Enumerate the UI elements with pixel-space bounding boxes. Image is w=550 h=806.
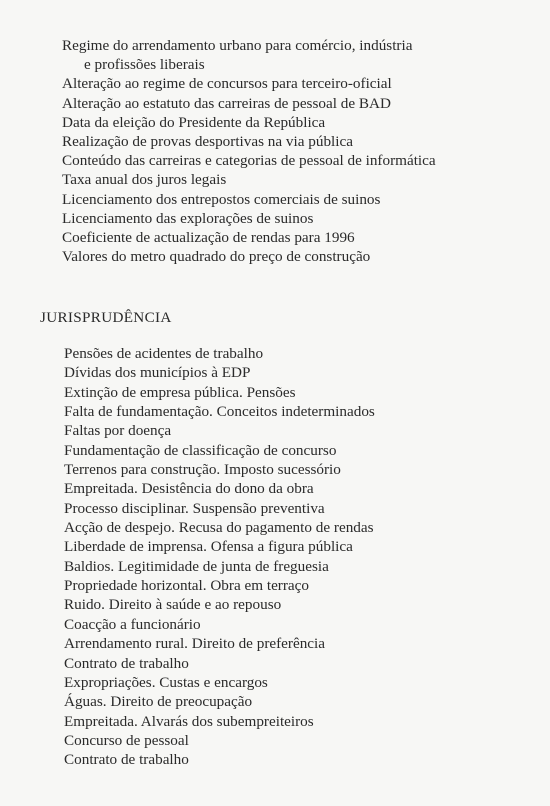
jurisprudence-item: Fundamentação de classificação de concurso xyxy=(64,441,337,459)
jurisprudence-item: Ruido. Direito à saúde e ao repouso xyxy=(64,596,282,614)
jurisprudence-item: Pensões de acidentes de trabalho xyxy=(64,345,264,362)
jurisprudence-item: Propriedade horizontal. Obra em terraço xyxy=(64,577,310,595)
jurisprudence-item: Contrato de trabalho xyxy=(64,751,189,769)
legislation-item: Licenciamento das explorações de suinos xyxy=(62,209,314,227)
jurisprudence-item: Empreitada. Alvarás dos subempreiteiros xyxy=(64,712,314,730)
jurisprudence-item: Extinção de empresa pública. Pensões xyxy=(64,383,296,401)
jurisprudence-item: Dívidas dos municípios à EDP xyxy=(64,364,251,382)
legislation-item: Alteração ao regime de concursos para terceiro-oficial xyxy=(62,75,392,93)
legislation-item: Licenciamento dos entrepostos comerciais de suinos xyxy=(62,190,381,208)
legislation-item-continuation: e profissões liberais xyxy=(84,56,205,74)
jurisprudence-item: Liberdade de imprensa. Ofensa a figura pública xyxy=(64,538,353,556)
jurisprudence-item: Expropriações. Custas e encargos xyxy=(64,673,268,691)
jurisprudence-item: Concurso de pessoal xyxy=(64,731,189,749)
legislation-item: Coeficiente de actualização de rendas para 1996 xyxy=(62,229,355,247)
legislation-item-text: Regime do arrendamento urbano para comércio, indústria xyxy=(62,37,413,54)
jurisprudence-list xyxy=(64,344,524,770)
legislation-item: Alteração ao estatuto das carreiras de pessoal de BAD xyxy=(62,94,391,112)
legislation-item: Realização de provas desportivas na via pública xyxy=(62,133,353,151)
jurisprudence-item: Falta de fundamentação. Conceitos indeterminados xyxy=(64,403,375,421)
jurisprudence-item: Acção de despejo. Recusa do pagamento de rendas xyxy=(64,519,374,537)
jurisprudence-item: Contrato de trabalho xyxy=(64,654,189,672)
jurisprudence-item: Empreitada. Desistência do dono da obra xyxy=(64,480,314,498)
legislation-item xyxy=(62,36,532,74)
jurisprudence-item: Faltas por doença xyxy=(64,422,172,440)
legislation-item: Data da eleição do Presidente da República xyxy=(62,113,326,131)
jurisprudence-item: Terrenos para construção. Imposto sucessório xyxy=(64,461,341,479)
legislation-item: Taxa anual dos juros legais xyxy=(62,171,227,189)
legislation-item: Conteúdo das carreiras e categorias de pessoal de informática xyxy=(62,152,436,170)
jurisprudence-item: Águas. Direito de preocupação xyxy=(64,693,253,711)
legislation-item: Valores do metro quadrado do preço de construção xyxy=(62,248,371,266)
jurisprudence-item: Coacção a funcionário xyxy=(64,615,201,633)
jurisprudence-item: Processo disciplinar. Suspensão preventiva xyxy=(64,499,325,517)
section-heading-jurisprudencia: JURISPRUDÊNCIA xyxy=(40,309,172,326)
legislation-list xyxy=(62,36,532,266)
jurisprudence-item: Baldios. Legitimidade de junta de freguesia xyxy=(64,557,329,575)
jurisprudence-item: Arrendamento rural. Direito de preferência xyxy=(64,635,326,653)
